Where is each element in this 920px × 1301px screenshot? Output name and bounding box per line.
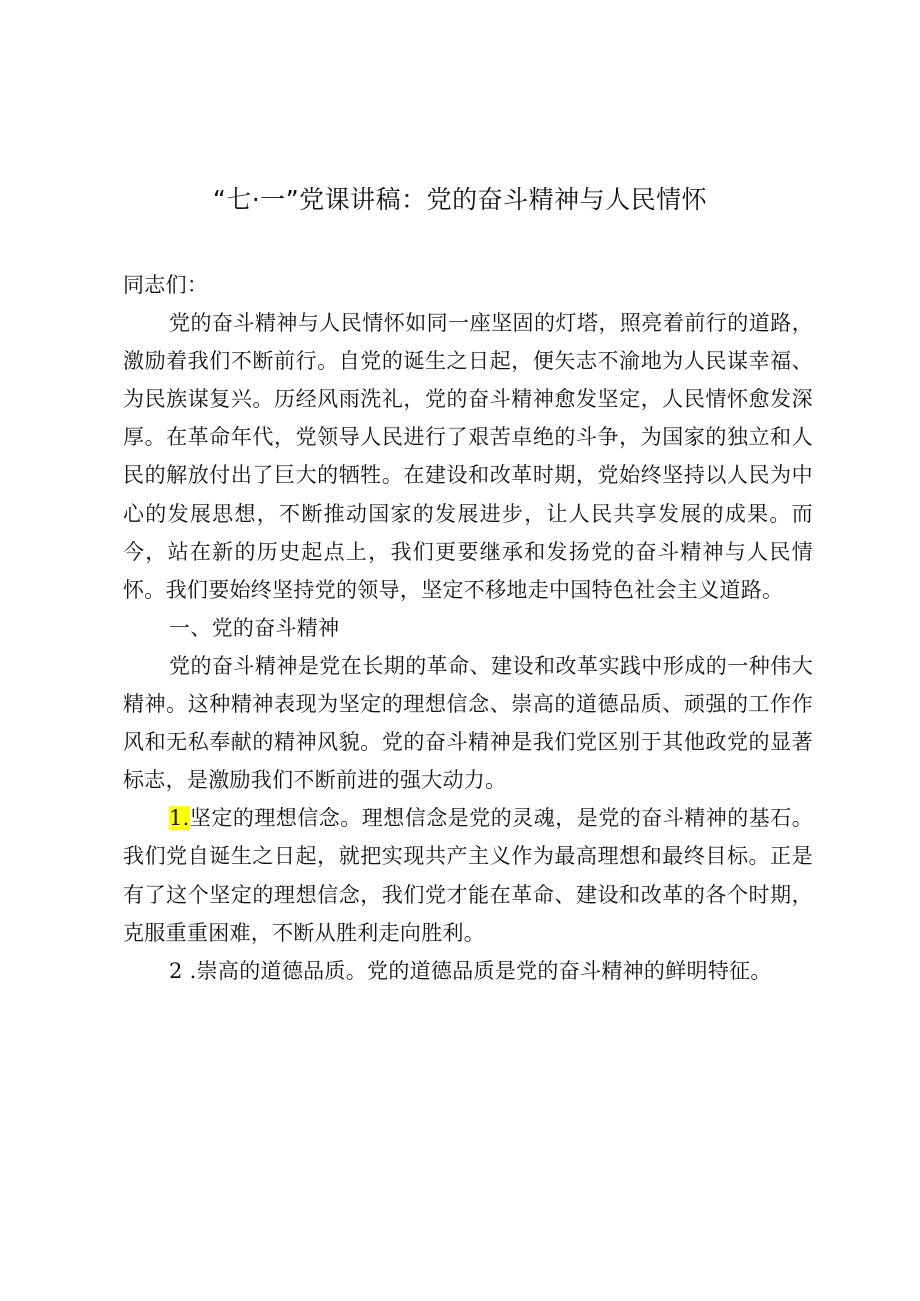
list-item: [123, 952, 813, 990]
document-title: “七·一”党课讲稿：党的奋斗精神与人民情怀: [212, 185, 708, 214]
salutation: 同志们：: [123, 273, 209, 297]
list-item-text: .崇高的道德品质。党的道德品质是党的奋斗精神的鲜明特征。: [182, 958, 772, 983]
highlighted-item-number: 1.: [169, 806, 190, 831]
section-paragraph: 党的奋斗精神是党在长期的革命、建设和改革实践中形成的一种伟大精神。这种精神表现为坚定的理想信念、崇高的道德品质、顽强的工作作风和无私奉献的精神风貌。党的奋斗精神是我们党区别于其他政党的显著标志，是激励我们不断前进的强大动力。: [123, 653, 813, 793]
item-number: 2: [169, 958, 183, 983]
section-heading: 一、党的奋斗精神: [169, 615, 340, 640]
document-body: [123, 266, 813, 990]
list-item-text: 坚定的理想信念。理想信念是党的灵魂，是党的奋斗精神的基石。我们党自诞生之日起，就把实现共产主义作为最高理想和最终目标。正是有了这个坚定的理想信念，我们党才能在革命、建设和改革的各个时期，克服重重困难，不断从胜利走向胜利。: [123, 806, 813, 945]
intro-paragraph: 党的奋斗精神与人民情怀如同一座坚固的灯塔，照亮着前行的道路，激励着我们不断前行。自党的诞生之日起，便矢志不渝地为人民谋幸福、为民族谋复兴。历经风雨洗礼，党的奋斗精神愈发坚定，人民情怀愈发深厚。在革命年代，党领导人民进行了艰苦卓绝的斗争，为国家的独立和人民的解放付出了巨大的牺牲。在建设和改革时期，党始终坚持以人民为中心的发展思想，不断推动国家的发展进步，让人民共享发展的成果。而今，站在新的历史起点上，我们更要继承和发扬党的奋斗精神与人民情怀。我们要始终坚持党的领导，坚定不移地走中国特色社会主义道路。: [123, 311, 813, 602]
list-item: [123, 799, 813, 951]
